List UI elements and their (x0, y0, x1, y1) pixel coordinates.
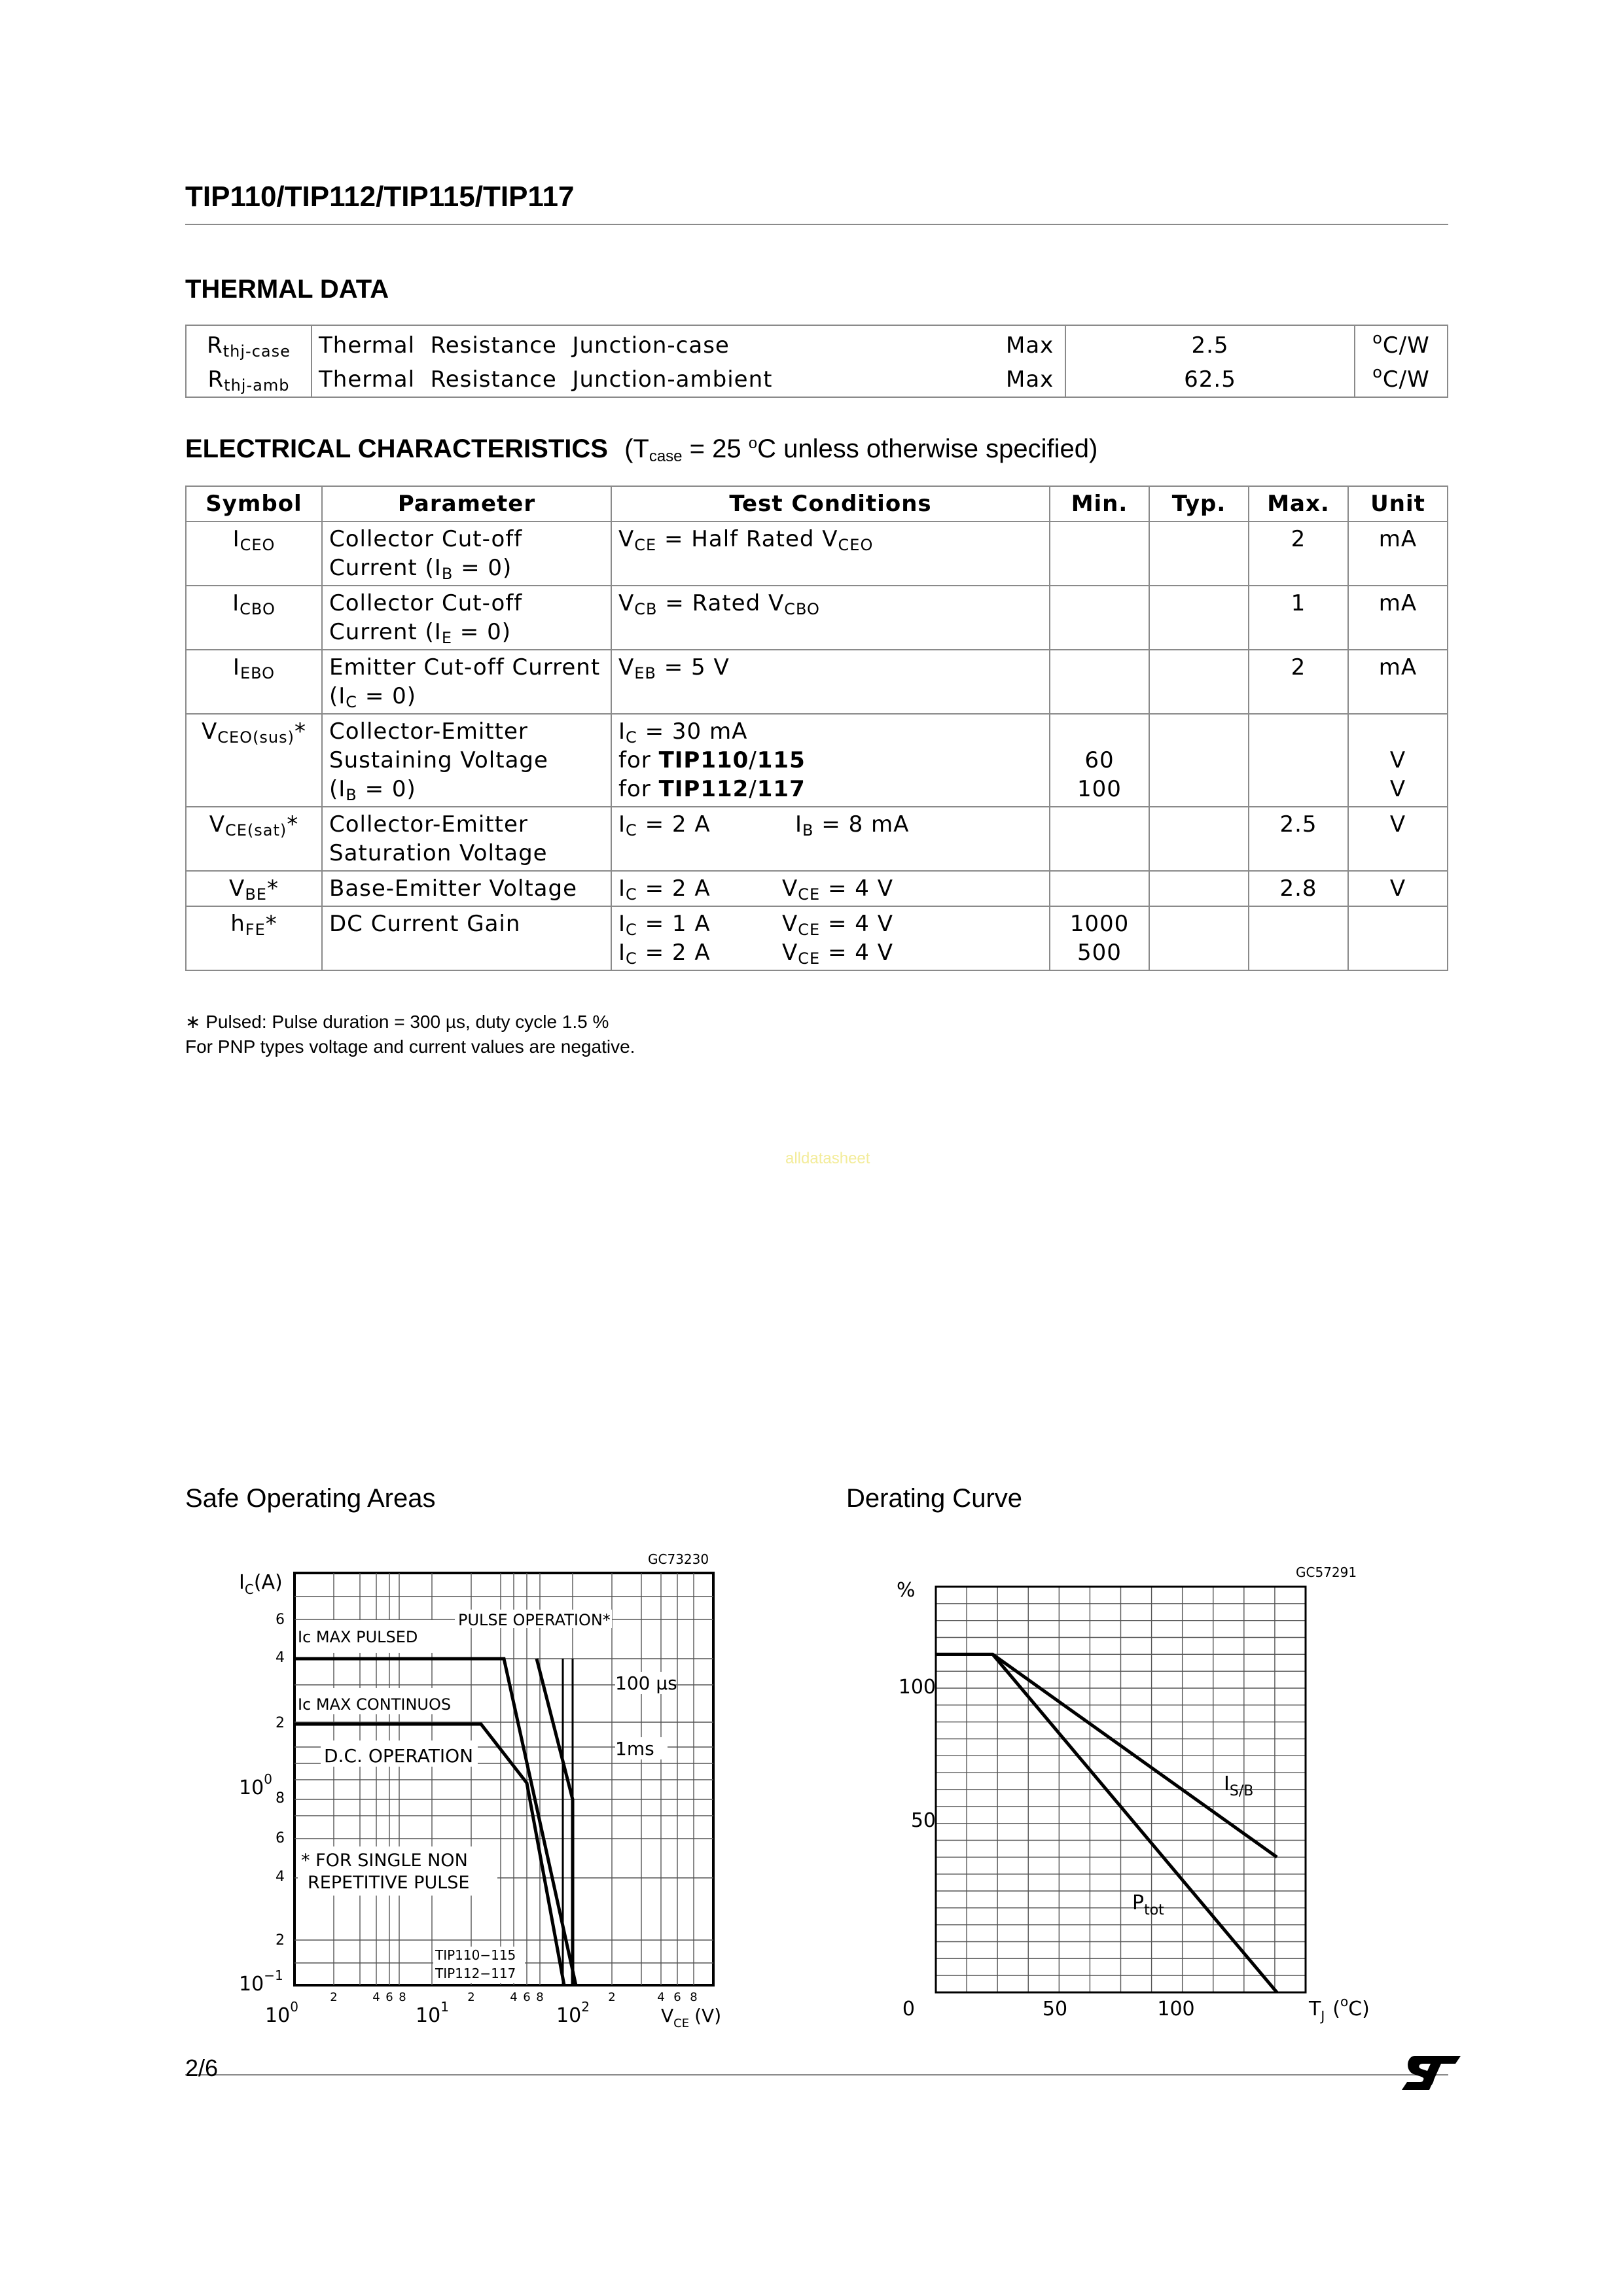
cond-part: TIP110 (658, 747, 749, 773)
y-tick: 8 (276, 1790, 285, 1807)
x-minor-tick: 4 (657, 1990, 665, 2004)
max-cell (1249, 906, 1348, 970)
table-row (186, 906, 1448, 970)
cond: for (618, 776, 659, 802)
thermal-symbol (186, 325, 312, 362)
x-minor-tick: 6 (673, 1990, 681, 2004)
symbol-cell (186, 521, 322, 586)
thermal-param (312, 362, 999, 397)
cond: = Rated V (657, 590, 785, 616)
symbol-main: R (207, 366, 224, 393)
typ-cell (1149, 714, 1249, 807)
max-label: Max (1006, 366, 1054, 393)
note-pnp: For PNP types voltage and current values are negative. (185, 1036, 635, 1057)
x-minor-tick: 4 (372, 1990, 380, 2004)
col-test-conditions: Test Conditions (611, 486, 1050, 521)
min-value: 1000 (1069, 911, 1130, 937)
cond: V (782, 911, 798, 937)
value-text: 62.5 (1184, 366, 1236, 393)
symbol-sub: thj-amb (224, 376, 290, 395)
y-tick: 4 (276, 1650, 285, 1666)
cond: I (618, 718, 626, 745)
x-minor-tick: 2 (330, 1990, 338, 2004)
y-tick-0: 0 (902, 1998, 915, 2021)
electrical-heading-text: ELECTRICAL CHARACTERISTICS (185, 434, 608, 463)
electrical-table (185, 486, 1448, 971)
symbol-cell (186, 871, 322, 906)
y-tick-100: 100 (898, 1676, 936, 1699)
table-row (186, 521, 1448, 586)
thermal-heading: THERMAL DATA (185, 275, 389, 304)
col-min: Min. (1050, 486, 1149, 521)
col-parameter: Parameter (322, 486, 611, 521)
symbol-sub: thj-case (223, 342, 291, 361)
sym-star: * (266, 875, 279, 902)
max-label: Max (1006, 332, 1054, 359)
label-tip112-117: TIP112−117 (435, 1966, 516, 1981)
page-header-title: TIP110/TIP112/TIP115/TIP117 (185, 181, 575, 213)
param-line: = 0) (452, 619, 511, 645)
x-major-tick: $10^0$ (265, 1999, 298, 2027)
cond: V (618, 590, 635, 616)
min-cell (1050, 871, 1149, 906)
x-minor-tick: 4 (510, 1990, 518, 2004)
conditions-cell (611, 871, 1050, 906)
sym-star: * (265, 911, 277, 937)
x-minor-tick: 6 (385, 1990, 393, 2004)
unit-value: V (1389, 776, 1406, 802)
cond-sub: CB (634, 600, 658, 618)
sym-star: * (294, 718, 307, 745)
min-cell (1050, 586, 1149, 650)
cond-sub: C (626, 728, 637, 747)
cond: V (782, 875, 798, 902)
conditions-cell (611, 586, 1050, 650)
cond: = 4 V (820, 911, 893, 937)
cond-sub: B (802, 821, 814, 839)
typ-cell (1149, 586, 1249, 650)
param-line: Current (I (329, 555, 442, 581)
soa-y-label: $I_C(A)$ (239, 1571, 283, 1597)
param-sub: B (441, 565, 454, 583)
sym-sub: CE(sat) (224, 821, 287, 839)
thermal-max (999, 325, 1065, 362)
x-minor-tick: 6 (523, 1990, 531, 2004)
param-sub: E (441, 629, 452, 647)
cond-part: 115 (757, 747, 806, 773)
thermal-unit (1355, 362, 1448, 397)
cond: = 5 V (656, 654, 730, 680)
symbol-main: R (207, 332, 223, 359)
derating-chart (883, 1557, 1407, 2041)
typ-cell (1149, 807, 1249, 871)
conditions-cell (611, 714, 1050, 807)
param-line: Current (I (329, 619, 442, 645)
parameter-cell (322, 521, 611, 586)
table-row (186, 871, 1448, 906)
sym: V (201, 718, 218, 745)
min-cell (1050, 714, 1149, 807)
cond-sub: CEO (838, 536, 874, 554)
max-cell: 2.5 (1249, 807, 1348, 871)
unit-cell: V (1348, 871, 1448, 906)
label-note-line2: REPETITIVE PULSE (308, 1873, 470, 1893)
max-cell (1249, 714, 1348, 807)
table-row (186, 714, 1448, 807)
x-major-tick: $10^1$ (416, 1999, 449, 2027)
cond: = 30 mA (637, 718, 748, 745)
x-tick-100: 100 (1157, 1998, 1195, 2021)
x-minor-tick: 8 (399, 1990, 406, 2004)
conditions-cell (611, 807, 1050, 871)
cond-sub: CBO (784, 600, 820, 618)
unit-sup: o (1372, 329, 1383, 347)
cond: = 4 V (820, 875, 893, 902)
param-line: Collector-Emitter (329, 718, 528, 745)
param-line: Emitter Cut-off Current (329, 654, 601, 680)
col-max: Max. (1249, 486, 1348, 521)
typ-cell (1149, 871, 1249, 906)
symbol-cell (186, 714, 322, 807)
sym: V (209, 811, 225, 838)
cond: = 2 A (637, 875, 711, 902)
y-tick: 2 (276, 1932, 285, 1949)
header-rule (185, 224, 1448, 225)
soa-x-label: $V_{CE}$ (V) (661, 2005, 722, 2030)
cond-sub: C (626, 885, 637, 904)
cond: / (749, 747, 757, 773)
cond-sub: C (626, 921, 637, 939)
param-sub: B (346, 786, 357, 804)
min-cell (1050, 650, 1149, 714)
max-cell: 2 (1249, 521, 1348, 586)
soa-title: Safe Operating Areas (185, 1484, 436, 1513)
min-value: 100 (1077, 776, 1122, 802)
table-row (186, 650, 1448, 714)
unit-cell: mA (1348, 586, 1448, 650)
cond-part: 117 (757, 776, 806, 802)
thermal-value (1065, 325, 1355, 362)
unit-cell (1348, 714, 1448, 807)
cond-sub: CE (798, 885, 821, 904)
conditions-cell (611, 906, 1050, 970)
label-note-line1: * FOR SINGLE NON (301, 1850, 468, 1871)
page-number: 2/6 (185, 2055, 219, 2081)
cond: I (618, 875, 626, 902)
y-major-tick: $10^0$ (239, 1771, 272, 1799)
st-logo-icon (1400, 2053, 1463, 2091)
derating-y-ticks (899, 1676, 936, 2021)
unit-text: C/W (1382, 332, 1430, 359)
col-typ: Typ. (1149, 486, 1249, 521)
label-pulse-operation: PULSE OPERATION* (458, 1611, 611, 1629)
cond-sub: CE (798, 921, 821, 939)
cond: I (618, 811, 626, 838)
thermal-symbol (186, 362, 312, 397)
soa-y-ticks (276, 1612, 285, 1949)
x-minor-tick: 2 (467, 1990, 475, 2004)
sym: I (232, 526, 240, 552)
param-line: (I (329, 683, 346, 709)
label-tip110-115: TIP110−115 (435, 1947, 516, 1963)
value-text: 2.5 (1191, 332, 1229, 359)
param-line: DC Current Gain (329, 911, 521, 937)
label-max-pulsed: Ic MAX PULSED (298, 1628, 418, 1646)
cond-part: TIP112 (658, 776, 749, 802)
x-minor-tick: 2 (608, 1990, 616, 2004)
param-text: Thermal Resistance Junction-case (319, 332, 730, 359)
label-isb: $I_{S/B}$ (1224, 1773, 1254, 1799)
thermal-unit (1355, 325, 1448, 362)
y-tick-50: 50 (910, 1809, 936, 1832)
min-cell (1050, 906, 1149, 970)
electrical-heading (185, 434, 1097, 464)
soa-x-minor (330, 1990, 697, 2004)
cond: = 2 A (637, 940, 711, 966)
conditions-cell (611, 650, 1050, 714)
derating-code: GC57291 (1296, 1564, 1357, 1580)
unit-cell (1348, 906, 1448, 970)
unit-cell: mA (1348, 650, 1448, 714)
cond-open: (T (624, 434, 649, 463)
soa-annotations (296, 1610, 677, 1983)
cond: I (618, 911, 626, 937)
cond: / (749, 776, 757, 802)
x-major-tick: $10^2$ (556, 1999, 590, 2027)
symbol-cell (186, 906, 322, 970)
cond: for (618, 747, 659, 773)
label-1ms: 1ms (615, 1738, 654, 1759)
cond: V (782, 940, 798, 966)
parameter-cell (322, 871, 611, 906)
parameter-cell (322, 714, 611, 807)
cond-sub: EB (634, 664, 656, 682)
derating-x-ticks (1043, 1998, 1195, 2021)
max-cell: 1 (1249, 586, 1348, 650)
typ-cell (1149, 906, 1249, 970)
param-line: Collector Cut-off (329, 526, 523, 552)
label-100us: 100 µs (615, 1672, 677, 1694)
max-cell: 2 (1249, 650, 1348, 714)
x-minor-tick: 8 (690, 1990, 698, 2004)
label-dc-operation: D.C. OPERATION (324, 1745, 474, 1767)
cond-mid: = 25 (682, 434, 749, 463)
param-line: = 0) (357, 776, 416, 802)
thermal-param (312, 325, 999, 362)
max-cell: 2.8 (1249, 871, 1348, 906)
symbol-cell (186, 807, 322, 871)
sym-sub: CBO (240, 600, 276, 618)
param-line: Saturation Voltage (329, 840, 548, 866)
unit-text: C/W (1382, 366, 1430, 393)
table-row (186, 807, 1448, 871)
col-symbol: Symbol (186, 486, 322, 521)
cond-close: C unless otherwise specified) (757, 434, 1098, 463)
cond-sub: C (626, 949, 637, 968)
label-ptot: $P_{tot}$ (1132, 1892, 1164, 1918)
table-header-row (186, 486, 1448, 521)
param-line: = 0) (357, 683, 417, 709)
parameter-cell (322, 650, 611, 714)
param-sub: C (346, 693, 358, 711)
parameter-cell (322, 906, 611, 970)
param-line: = 0) (453, 555, 512, 581)
cond-sub: C (626, 821, 637, 839)
unit-cell: mA (1348, 521, 1448, 586)
derating-y-unit: % (897, 1579, 916, 1602)
param-line: Sustaining Voltage (329, 747, 548, 773)
x-tick-50: 50 (1042, 1998, 1068, 2021)
param-line: Base-Emitter Voltage (329, 875, 578, 902)
y-tick: 4 (276, 1869, 285, 1885)
min-cell (1050, 521, 1149, 586)
table-row (186, 586, 1448, 650)
param-line: Collector-Emitter (329, 811, 528, 838)
symbol-cell (186, 586, 322, 650)
sym-star: * (287, 811, 299, 838)
sym: V (229, 875, 245, 902)
cond: = 2 A (637, 811, 711, 838)
note-pulsed: ∗ Pulsed: Pulse duration = 300 µs, duty cycle 1.5 % (185, 1012, 609, 1032)
sym: I (232, 654, 240, 680)
cond: = 8 mA (813, 811, 910, 838)
sym-sub: BE (245, 885, 267, 904)
table-row (186, 362, 1448, 397)
unit-sup: o (1372, 363, 1383, 381)
cond: V (618, 654, 635, 680)
cond-sub: case (649, 448, 683, 465)
cond: I (795, 811, 803, 838)
derating-x-label: $T_J$ ($^o$C) (1309, 1994, 1370, 2024)
typ-cell (1149, 650, 1249, 714)
sym-sub: FE (245, 921, 266, 939)
parameter-cell (322, 807, 611, 871)
table-row (186, 325, 1448, 362)
sym: I (232, 590, 240, 616)
param-line: (I (329, 776, 346, 802)
col-unit: Unit (1348, 486, 1448, 521)
y-tick: 6 (276, 1830, 285, 1846)
cond: = 1 A (637, 911, 711, 937)
watermark: alldatasheet (785, 1150, 870, 1167)
cond: = 4 V (820, 940, 893, 966)
cond: I (618, 940, 626, 966)
sym-sub: CEO (240, 536, 276, 554)
thermal-table (185, 325, 1448, 398)
param-text: Thermal Resistance Junction-ambient (319, 366, 773, 393)
typ-cell (1149, 521, 1249, 586)
min-value: 500 (1077, 940, 1122, 966)
min-value: 60 (1084, 747, 1115, 773)
min-cell (1050, 807, 1149, 871)
y-major-tick: $10^{-1}$ (239, 1968, 283, 1996)
electrical-condition (624, 434, 1097, 463)
derating-title: Derating Curve (846, 1484, 1023, 1513)
unit-cell: V (1348, 807, 1448, 871)
label-max-continuos: Ic MAX CONTINUOS (298, 1695, 452, 1714)
sym-sub: EBO (240, 664, 276, 682)
symbol-cell (186, 650, 322, 714)
sym: h (230, 911, 245, 937)
conditions-cell (611, 521, 1050, 586)
soa-chart (223, 1544, 746, 2055)
cond: V (618, 526, 635, 552)
parameter-cell (322, 586, 611, 650)
thermal-max (999, 362, 1065, 397)
unit-value: V (1389, 747, 1406, 773)
cond-sub: CE (634, 536, 657, 554)
soa-code: GC73230 (648, 1551, 709, 1567)
thermal-value (1065, 362, 1355, 397)
cond: = Half Rated V (656, 526, 838, 552)
cond-sup: o (748, 434, 758, 452)
sym-sub: CEO(sus) (217, 728, 295, 747)
param-line: Collector Cut-off (329, 590, 523, 616)
y-tick: 6 (276, 1612, 285, 1628)
y-tick: 2 (276, 1715, 285, 1731)
footer-rule (185, 2074, 1448, 2075)
cond-sub: CE (798, 949, 821, 968)
x-minor-tick: 8 (536, 1990, 544, 2004)
